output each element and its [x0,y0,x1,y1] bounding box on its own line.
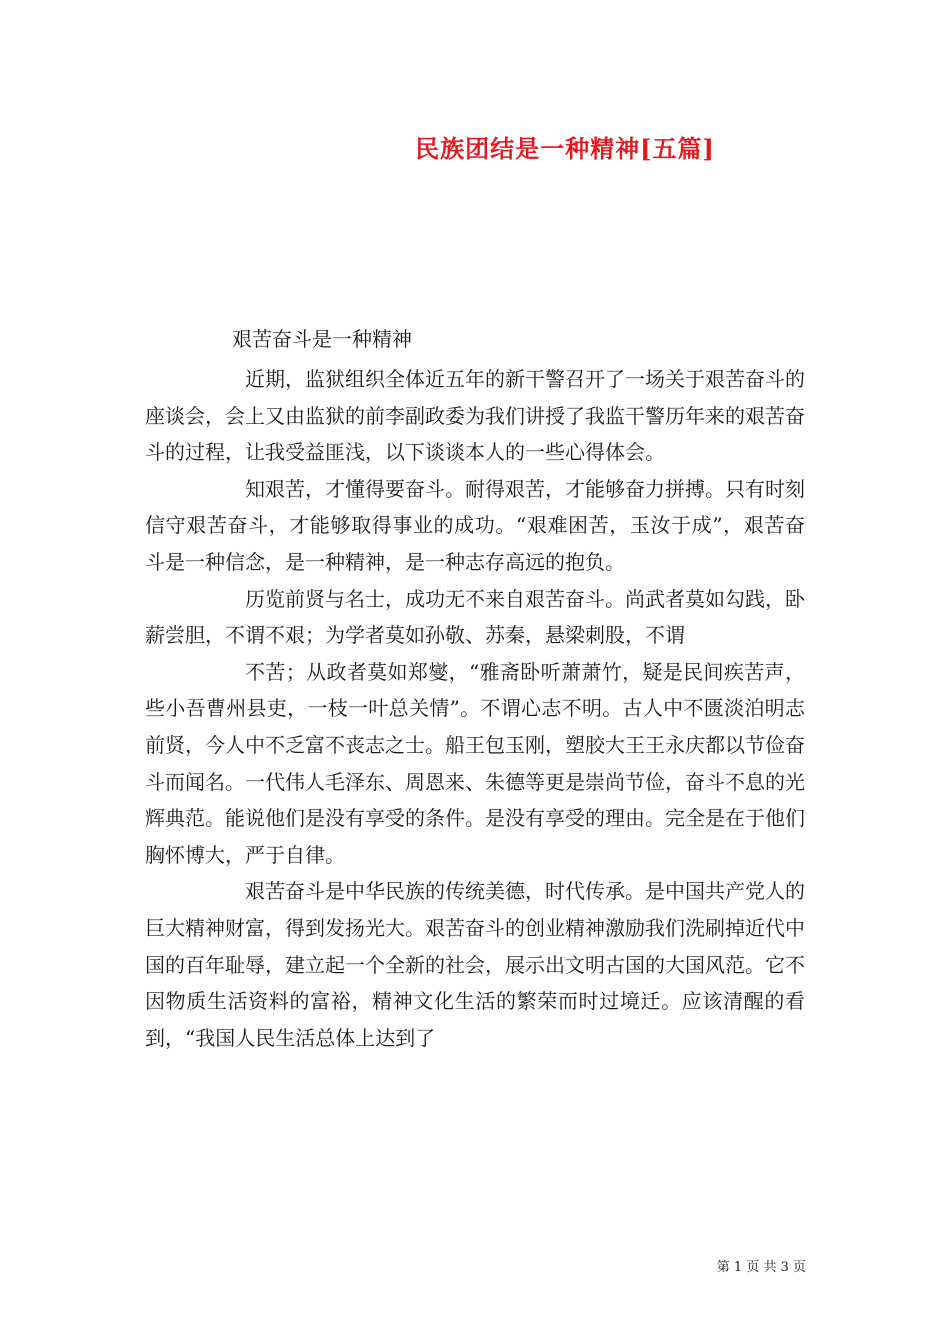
paragraph: 不苦；从政者莫如郑燮，“雅斋卧听萧萧竹，疑是民间疾苦声，些小吾曹州县吏，一枝一叶总关情”。不谓心志不明。古人中不匮淡泊明志前贤，今人中不乏富不丧志之士。船王包玉刚，塑胶大王王永庆都以节俭奋斗而闻名。一代伟人毛泽东、周恩来、朱德等更是崇尚节俭，奋斗不息的光辉典范。能说他们是没有享受的条件。是没有享受的理由。完全是在于他们胸怀博大，严于自律。 [145,659,805,867]
paragraph: 近期，监狱组织全体近五年的新干警召开了一场关于艰苦奋斗的座谈会，会上又由监狱的前李副政委为我们讲授了我监干警历年来的艰苦奋斗的过程，让我受益匪浅，以下谈谈本人的一些心得体会。 [145,367,805,465]
document-title: 民族团结是一种精神[五篇] [415,134,715,163]
paragraph: 知艰苦，才懂得要奋斗。耐得艰苦，才能够奋力拼搏。只有时刻信守艰苦奋斗，才能够取得事业的成功。“艰难困苦，玉汝于成”，艰苦奋斗是一种信念，是一种精神，是一种志存高远的抱负。 [145,476,805,574]
paragraph: 历览前贤与名士，成功无不来自艰苦奋斗。尚武者莫如勾践，卧薪尝胆，不谓不艰；为学者莫如孙敬、苏秦，悬梁刺股，不谓 [145,586,805,648]
page-number-footer: 第 1 页 共 3 页 [716,1260,806,1275]
document-subtitle: 艰苦奋斗是一种精神 [232,327,412,351]
paragraph: 艰苦奋斗是中华民族的传统美德，时代传承。是中国共产党人的巨大精神财富，得到发扬光大。艰苦奋斗的创业精神激励我们洗刷掉近代中国的百年耻辱，建立起一个全新的社会，展示出文明古国的大国风范。它不因物质生活资料的富裕，精神文化生活的繁荣而时过境迁。应该清醒的看到，“我国人民生活总体上达到了 [145,879,805,1050]
document-body [145,361,805,1056]
